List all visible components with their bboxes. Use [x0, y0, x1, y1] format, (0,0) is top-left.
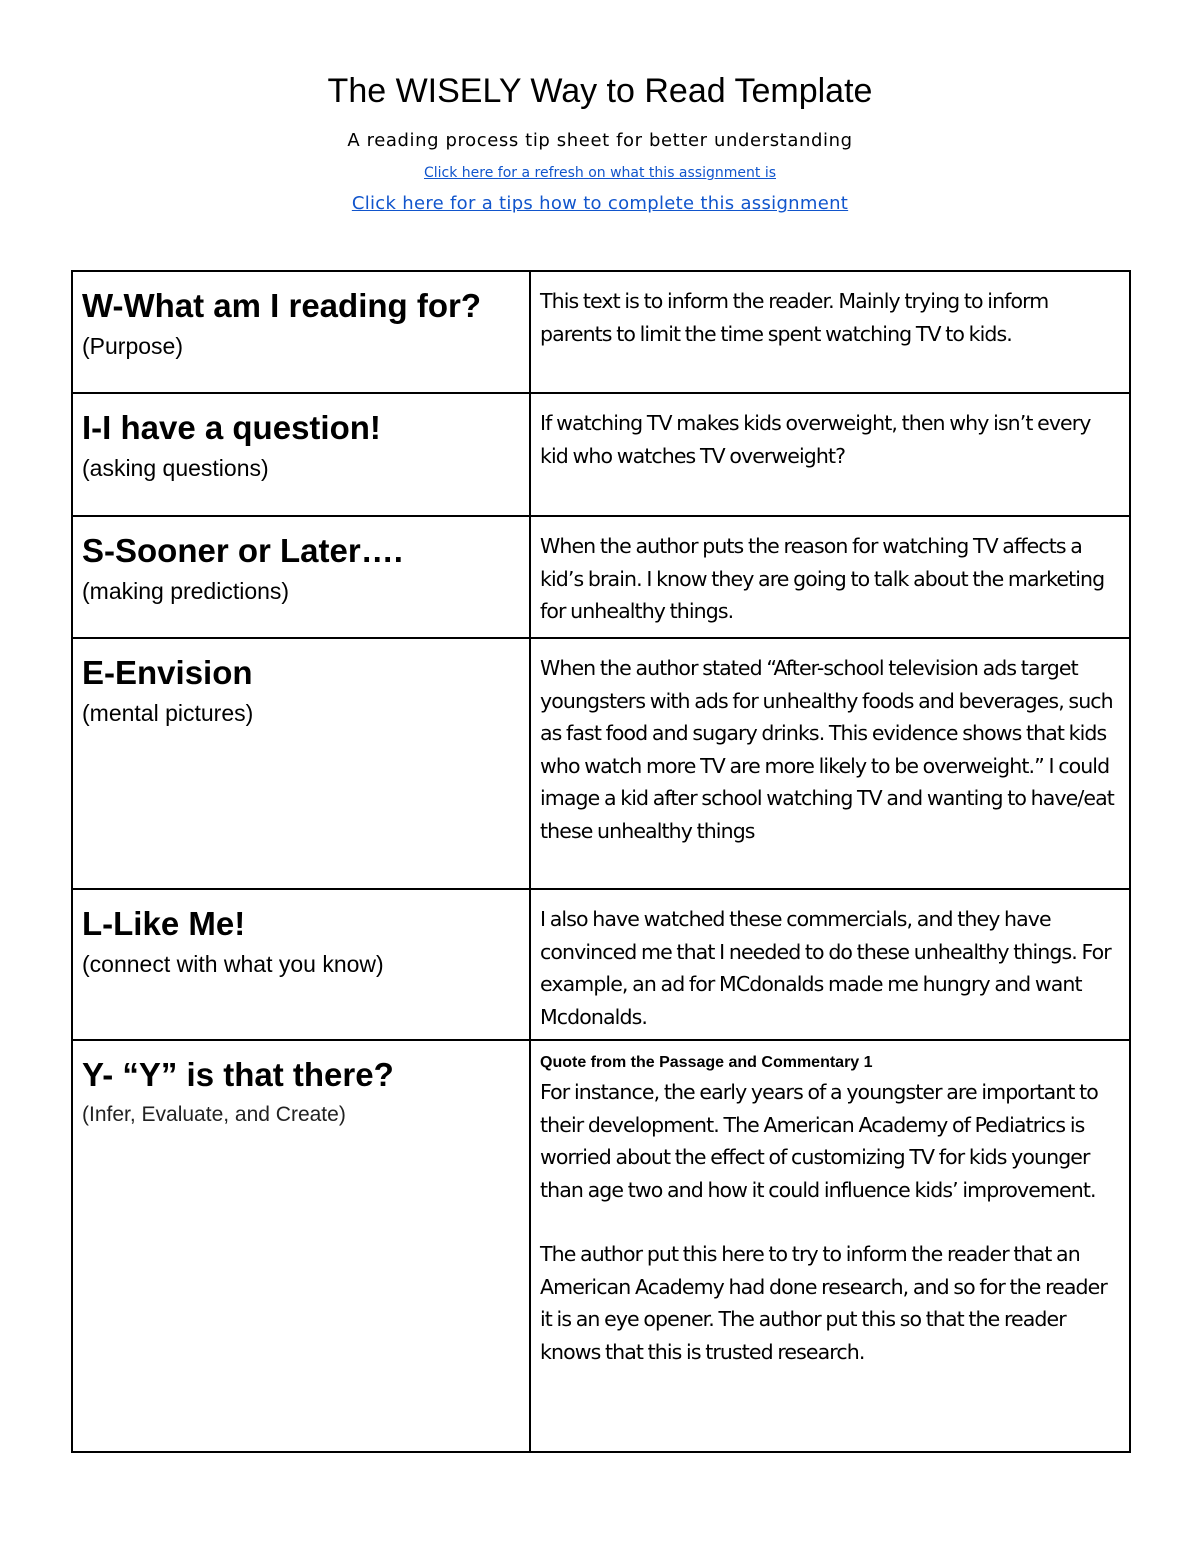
assignment-tips-link[interactable]: Click here for a tips how to complete this assignment — [351, 193, 849, 214]
step-subheading: (Infer, Evaluate, and Create) — [82, 1103, 346, 1126]
response-text — [540, 285, 1121, 350]
quote-paragraph: For instance, the early years of a youngster are important to their development. The American Academy of Pediatrics is worried about the effect of customizing TV for kids younger than age two and how it could influence kids’ improvement. — [540, 1080, 1098, 1202]
step-cell — [72, 638, 530, 889]
step-heading: S-Sooner or Later…. — [82, 532, 403, 569]
step-subheading: (mental pictures) — [82, 700, 254, 726]
response-cell[interactable] — [530, 1040, 1130, 1452]
step-subheading: (connect with what you know) — [82, 951, 384, 977]
response-text — [540, 903, 1121, 1033]
table-row-i — [72, 393, 1130, 516]
step-cell — [72, 393, 530, 516]
assignment-refresh-link[interactable]: Click here for a refresh on what this assignment is — [424, 165, 776, 181]
page-subtitle: A reading process tip sheet for better understanding — [347, 130, 853, 151]
response-text — [540, 407, 1121, 472]
response-cell[interactable] — [530, 889, 1130, 1040]
table-row-s — [72, 516, 1130, 638]
response-paragraph: If watching TV makes kids overweight, then why isn’t every kid who watches TV overweight? — [540, 411, 1091, 468]
response-cell[interactable] — [530, 271, 1130, 393]
page-title: The WISELY Way to Read Template — [327, 72, 873, 110]
response-cell[interactable] — [530, 516, 1130, 638]
quote-commentary-label: Quote from the Passage and Commentary 1 — [540, 1054, 873, 1071]
response-cell[interactable] — [530, 393, 1130, 516]
step-heading: W-What am I reading for? — [82, 287, 481, 324]
tips-link-container — [0, 191, 1200, 217]
step-heading: L-Like Me! — [82, 905, 246, 942]
response-text — [540, 652, 1121, 847]
step-cell — [72, 271, 530, 393]
table-row-l — [72, 889, 1130, 1040]
refresh-link-container — [0, 162, 1200, 184]
response-text — [540, 1076, 1121, 1368]
step-heading: Y- “Y” is that there? — [82, 1056, 394, 1093]
step-cell — [72, 889, 530, 1040]
step-subheading: (asking questions) — [82, 455, 269, 481]
wisely-table — [71, 270, 1131, 1453]
table-row-y — [72, 1040, 1130, 1452]
response-text — [540, 530, 1121, 628]
step-subheading: (making predictions) — [82, 578, 290, 604]
step-heading: E-Envision — [82, 654, 253, 691]
response-cell[interactable] — [530, 638, 1130, 889]
response-paragraph: When the author stated “After-school television ads target youngsters with ads for unhealthy foods and beverages, such as fast food and sugary drinks. This evidence shows that kids who watch more TV are more likely to be overweight.” I could image a kid after school watching TV and wanting to have/eat these unhealthy things — [540, 656, 1114, 843]
response-paragraph: I also have watched these commercials, and they have convinced me that I needed to do these unhealthy things. For example, an ad for MCdonalds made me hungry and want Mcdonalds. — [540, 907, 1111, 1029]
step-cell — [72, 1040, 530, 1452]
step-cell — [72, 516, 530, 638]
step-subheading: (Purpose) — [82, 333, 183, 359]
response-paragraph: This text is to inform the reader. Mainly trying to inform parents to limit the time spent watching TV to kids. — [540, 289, 1049, 346]
commentary-paragraph: The author put this here to try to inform the reader that an American Academy had done research, and so for the reader it is an eye opener. The author put this so that the reader knows that this is trusted research. — [540, 1242, 1107, 1364]
table-row-w — [72, 271, 1130, 393]
step-heading: I-I have a question! — [82, 409, 381, 446]
response-paragraph: When the author puts the reason for watching TV affects a kid’s brain. I know they are going to talk about the marketing for unhealthy things. — [540, 534, 1105, 623]
paragraph-spacer — [540, 1206, 1121, 1238]
table-row-e — [72, 638, 1130, 889]
